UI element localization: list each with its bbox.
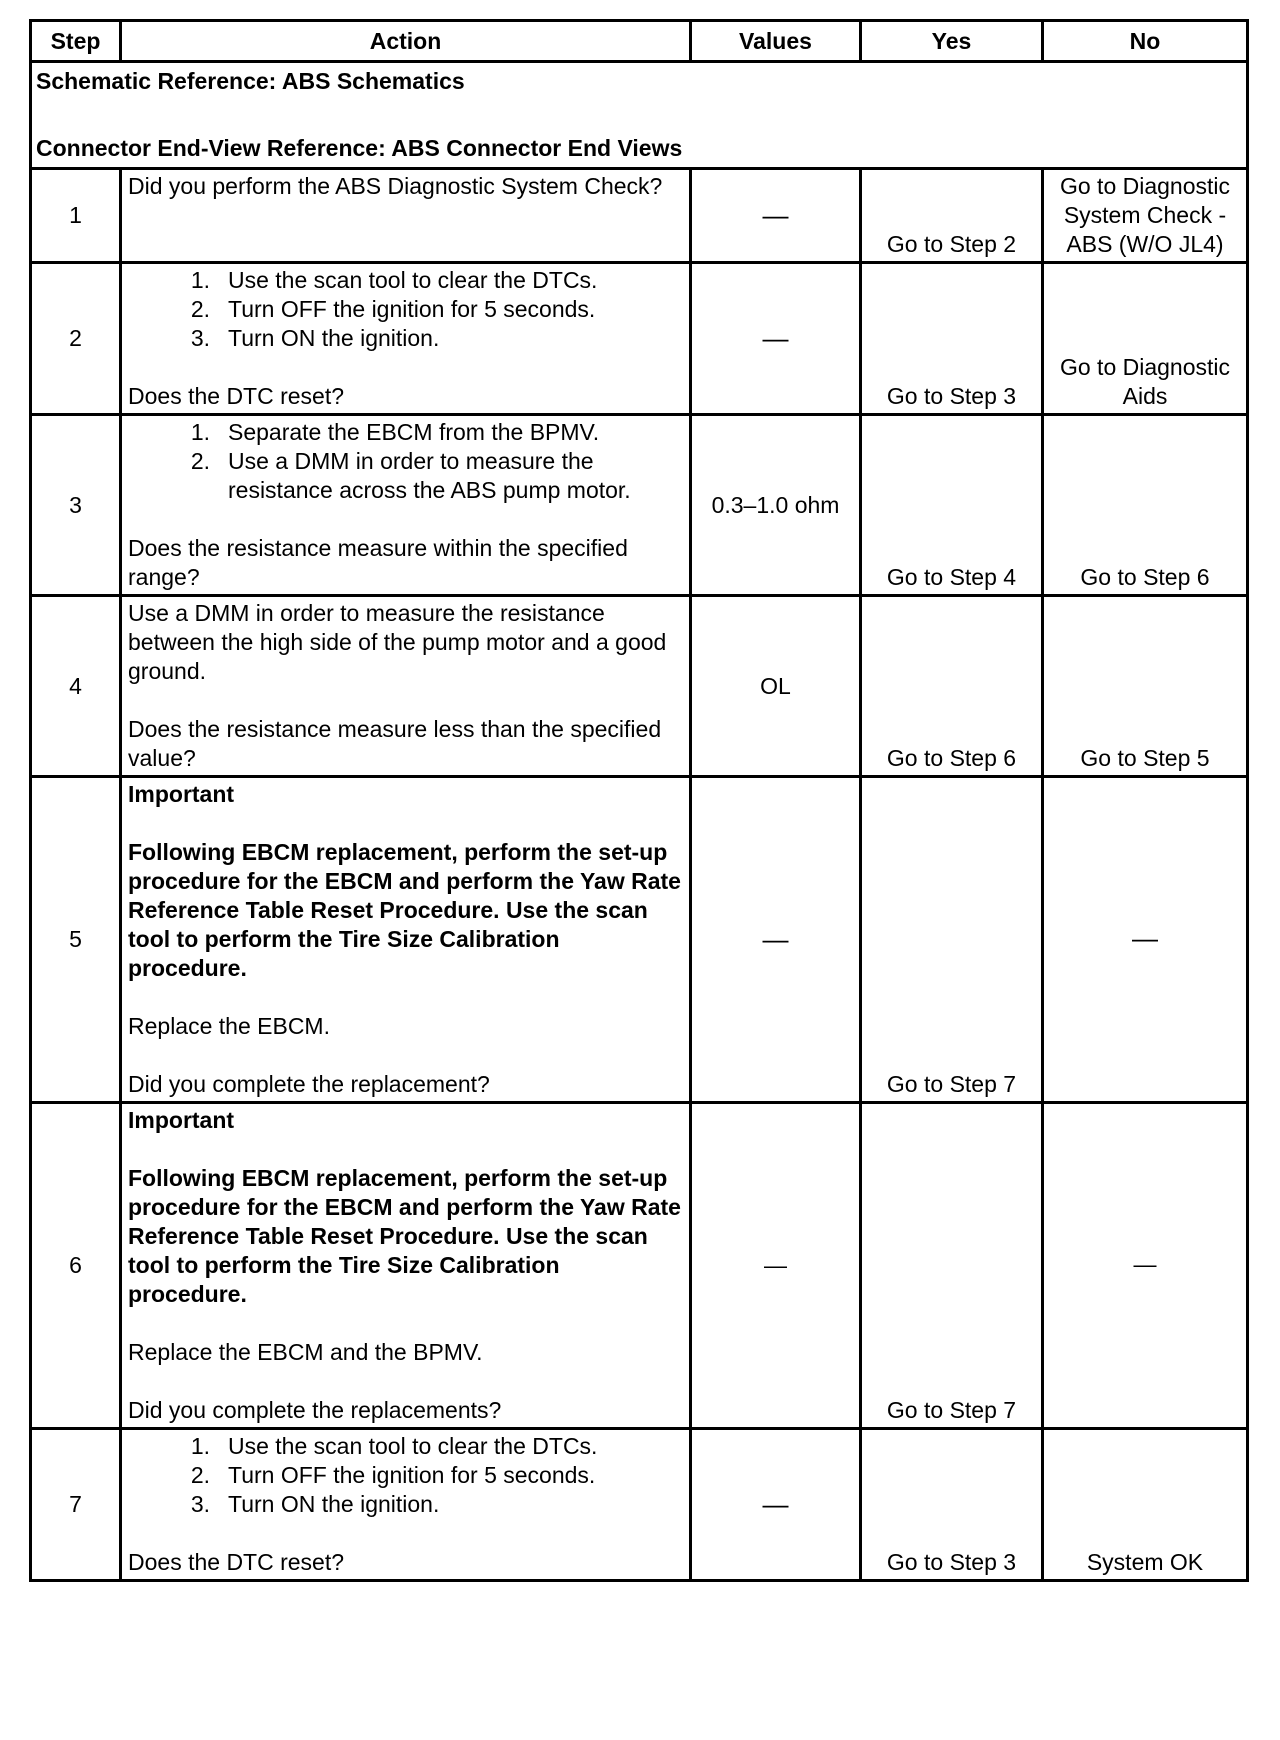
list-number: 1. xyxy=(190,267,210,293)
important-text: Following EBCM replacement, perform the set-up procedure for the EBCM and perform the Yaw Rate Reference Table Reset Procedure. Use the scan tool to perform the Tire Size Calibration procedure. xyxy=(128,839,681,981)
table-row xyxy=(31,415,1248,596)
important-text: Following EBCM replacement, perform the set-up procedure for the EBCM and perform the Yaw Rate Reference Table Reset Procedure. Use the scan tool to perform the Tire Size Calibration procedure. xyxy=(128,1165,681,1307)
action-question: Does the resistance measure less than the specified value? xyxy=(128,716,662,771)
list-number: 1. xyxy=(190,1433,210,1459)
step-number: 1 xyxy=(31,169,121,263)
action-list xyxy=(128,1432,683,1519)
list-text: Turn OFF the ignition for 5 seconds. xyxy=(228,1462,596,1488)
list-number: 3. xyxy=(190,325,210,351)
action-list xyxy=(128,266,683,353)
action-instruction: Replace the EBCM and the BPMV. xyxy=(128,1339,483,1365)
list-number: 2. xyxy=(190,448,210,474)
action-cell xyxy=(121,1103,691,1429)
action-cell xyxy=(121,415,691,596)
value-cell: — xyxy=(691,169,861,263)
value-cell: — xyxy=(691,777,861,1103)
list-number: 1. xyxy=(190,419,210,445)
yes-cell: Go to Step 6 xyxy=(861,596,1043,777)
action-text: Did you perform the ABS Diagnostic System Check? xyxy=(128,173,663,199)
no-cell: — xyxy=(1043,777,1248,1103)
list-item xyxy=(128,1490,683,1519)
header-yes: Yes xyxy=(861,21,1043,62)
yes-cell: Go to Step 7 xyxy=(861,1103,1043,1429)
list-item xyxy=(128,295,683,324)
table-row xyxy=(31,1429,1248,1581)
header-values: Values xyxy=(691,21,861,62)
yes-cell: Go to Step 3 xyxy=(861,263,1043,415)
value-cell: — xyxy=(691,1429,861,1581)
value-cell: 0.3–1.0 ohm xyxy=(691,415,861,596)
no-cell: Go to Diagnostic Aids xyxy=(1043,263,1248,415)
action-question: Does the DTC reset? xyxy=(128,383,345,409)
yes-cell: Go to Step 4 xyxy=(861,415,1043,596)
action-text: Use a DMM in order to measure the resistance between the high side of the pump motor and a good ground. xyxy=(128,600,667,684)
list-item xyxy=(128,266,683,295)
action-cell xyxy=(121,596,691,777)
action-question: Did you complete the replacement? xyxy=(128,1071,490,1097)
step-number: 5 xyxy=(31,777,121,1103)
step-number: 2 xyxy=(31,263,121,415)
list-text: Use the scan tool to clear the DTCs. xyxy=(228,1433,598,1459)
list-number: 2. xyxy=(190,296,210,322)
header-action: Action xyxy=(121,21,691,62)
list-text: Use a DMM in order to measure the resistance across the ABS pump motor. xyxy=(228,448,631,503)
action-question: Does the resistance measure within the specified range? xyxy=(128,535,628,590)
list-item xyxy=(128,1432,683,1461)
header-step: Step xyxy=(31,21,121,62)
header-no: No xyxy=(1043,21,1248,62)
step-number: 3 xyxy=(31,415,121,596)
references-cell xyxy=(31,62,1248,169)
connector-reference: Connector End-View Reference: ABS Connector End Views xyxy=(36,135,683,161)
step-number: 4 xyxy=(31,596,121,777)
table-row xyxy=(31,169,1248,263)
value-cell: — xyxy=(691,263,861,415)
list-text: Turn ON the ignition. xyxy=(228,1491,440,1517)
action-cell xyxy=(121,263,691,415)
schematic-reference: Schematic Reference: ABS Schematics xyxy=(36,68,465,94)
table-row xyxy=(31,263,1248,415)
list-text: Turn ON the ignition. xyxy=(228,325,440,351)
list-item xyxy=(128,418,683,447)
important-label: Important xyxy=(128,781,235,807)
no-cell: Go to Step 6 xyxy=(1043,415,1248,596)
diagnostic-table xyxy=(29,19,1249,1582)
step-number: 6 xyxy=(31,1103,121,1429)
list-number: 3. xyxy=(190,1491,210,1517)
yes-cell: Go to Step 2 xyxy=(861,169,1043,263)
table-row xyxy=(31,1103,1248,1429)
list-item xyxy=(128,324,683,353)
no-cell: — xyxy=(1043,1103,1248,1429)
list-number: 2. xyxy=(190,1462,210,1488)
table-row xyxy=(31,596,1248,777)
action-question: Did you complete the replacements? xyxy=(128,1397,502,1423)
value-cell: — xyxy=(691,1103,861,1429)
no-cell: Go to Diagnostic System Check - ABS (W/O JL4) xyxy=(1043,169,1248,263)
list-text: Turn OFF the ignition for 5 seconds. xyxy=(228,296,596,322)
references-row xyxy=(31,62,1248,169)
value-cell: OL xyxy=(691,596,861,777)
action-question: Does the DTC reset? xyxy=(128,1549,345,1575)
important-label: Important xyxy=(128,1107,235,1133)
step-number: 7 xyxy=(31,1429,121,1581)
list-item xyxy=(128,447,683,505)
yes-cell: Go to Step 3 xyxy=(861,1429,1043,1581)
no-cell: Go to Step 5 xyxy=(1043,596,1248,777)
action-cell xyxy=(121,1429,691,1581)
header-row xyxy=(31,21,1248,62)
action-cell xyxy=(121,169,691,263)
no-cell: System OK xyxy=(1043,1429,1248,1581)
action-cell xyxy=(121,777,691,1103)
list-item xyxy=(128,1461,683,1490)
table-row xyxy=(31,777,1248,1103)
list-text: Use the scan tool to clear the DTCs. xyxy=(228,267,598,293)
action-instruction: Replace the EBCM. xyxy=(128,1013,330,1039)
yes-cell: Go to Step 7 xyxy=(861,777,1043,1103)
action-list xyxy=(128,418,683,505)
list-text: Separate the EBCM from the BPMV. xyxy=(228,419,600,445)
